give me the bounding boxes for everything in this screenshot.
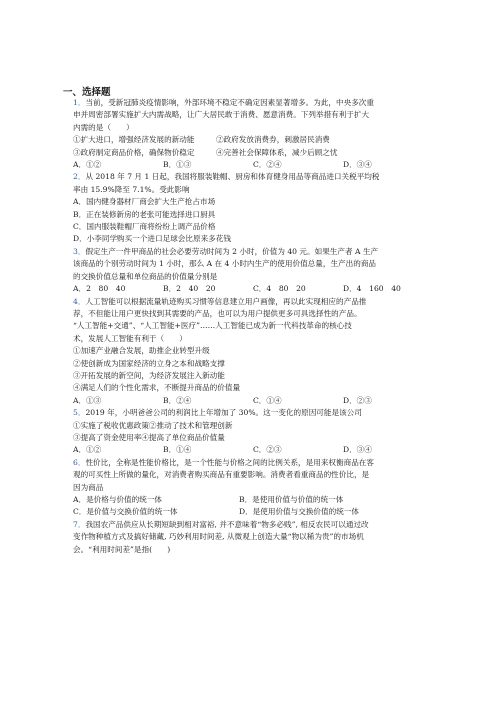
- question-3-line-3: 的交换价值总量和单位商品的价值量分别是: [73, 271, 218, 281]
- option-b[interactable]: B．①③: [163, 160, 192, 170]
- statement: ①实施了税收优惠政策②推动了技术和管理创新: [73, 420, 233, 430]
- question-4-line-4: 术，发展人工智能有利于（ ）: [73, 333, 187, 343]
- statement: ④满足人们的个性化需求，不断提升商品的价值量: [73, 383, 241, 393]
- option-b[interactable]: B．②④: [163, 395, 192, 405]
- question-7: [73, 519, 433, 556]
- option-a[interactable]: A．①②: [73, 160, 102, 170]
- statement: ③开拓发展的新空间，为经济发展注入新动能: [73, 370, 225, 380]
- option-c[interactable]: C．4 80 20: [253, 284, 306, 294]
- question-6-options: [73, 506, 433, 518]
- option-b[interactable]: B．2 40 20: [163, 284, 216, 294]
- section-title: 一、选择题: [63, 87, 111, 98]
- question-6-line-1: 6．性价比，全称是性能价格比，是一个性能与价格之间的比例关系，是用来权衡商品在客: [73, 457, 374, 467]
- question-number: 6．: [73, 457, 86, 467]
- question-7-line-1: 7．我国农产品供应从长期短缺到相对富裕, 并不意味着“物多必贱”, 相反农民可以通过改: [73, 519, 369, 529]
- option-d[interactable]: D．③④: [343, 445, 372, 455]
- option-c[interactable]: C．①④: [253, 395, 282, 405]
- question-1: [73, 97, 433, 171]
- statement: ①加速产业融合发展，助推企业转型升级: [73, 346, 210, 356]
- option-a[interactable]: A．国内健身器材厂商会扩大生产抢占市场: [73, 197, 216, 207]
- option-d[interactable]: D．4 160 40: [343, 284, 401, 294]
- question-number: 2．: [73, 172, 86, 182]
- question-list: [73, 97, 433, 556]
- option-d[interactable]: D．②③: [343, 395, 372, 405]
- question-4-line-2: 荐，不但能让用户更快找到其需要的产品，也可以为用户提供更多可具选择性的产品。: [73, 308, 362, 318]
- statement: ②政府发放消费券，刺激居民消费: [216, 135, 330, 145]
- question-1-line-3: 内需的是（ ）: [73, 122, 134, 132]
- option-c[interactable]: C．是价值与交换价值的统一体: [73, 507, 178, 517]
- question-number: 5．: [73, 408, 86, 418]
- question-1-line-1: 1．当前，受新冠肺炎疫情影响，外部环境不稳定不确定因素显著增多。为此，中央多次重: [73, 98, 374, 107]
- question-4-line-3: “人工智能+交通”、“人工智能+医疗”……人工智能已成为新一代科技革命的核心技: [73, 321, 352, 331]
- question-number: 3．: [73, 246, 86, 256]
- option-c[interactable]: C．国内服装鞋帽厂商将纷纷上调产品价格: [73, 222, 216, 232]
- statement: ②使创新成为国家经济的立身之本和战略支撑: [73, 358, 225, 368]
- question-4: [73, 296, 433, 408]
- question-number: 1．: [73, 98, 86, 107]
- question-4-options: [73, 395, 433, 407]
- question-number: 4．: [73, 296, 86, 306]
- option-c[interactable]: C．②④: [253, 160, 282, 170]
- question-7-line-2: 变作物种植方式及搞好储藏, 巧妙利用时间差, 从微观上创造大量“物以稀为贵”的市场机: [73, 532, 364, 542]
- question-3-line-2: 该商品的个别劳动时间为 1 小时，那么 A 在 4 小时内生产的使用价值总量，生产出的商品: [73, 259, 377, 269]
- question-6: [73, 457, 433, 519]
- question-5-line-1: 5．2019 年，小明爸爸公司的利润比上年增加了 30%。这一变化的原因可能是该公司: [73, 408, 362, 418]
- statement: ③提高了资金使用率④提高了单位商品价值量: [73, 432, 225, 442]
- question-1-line-2: 申并周密部署实施扩大内需战略，让广大居民敢于消费、愿意消费。下列举措有利于扩大: [73, 110, 370, 120]
- statement: ④完善社会保障体系，减少后顾之忧: [216, 147, 338, 157]
- option-b[interactable]: B．①④: [163, 445, 192, 455]
- question-5: [73, 407, 433, 457]
- option-b[interactable]: B．正在装修新房的老张可能选择进口厨具: [73, 209, 216, 219]
- question-2-line-2: 率由 15.9%降至 7.1%。受此影响: [73, 184, 190, 194]
- question-4-line-1: 4．人工智能可以根据流量轨迹购买习惯等信息建立用户画像，再以此实现相应的产品推: [73, 296, 367, 306]
- option-d[interactable]: D．小李同学购买一个进口足球会比原来多花钱: [73, 234, 231, 244]
- question-7-line-3: 会。“利用时间差”是指( ): [73, 544, 171, 554]
- question-6-line-3: 因为商品: [73, 482, 104, 492]
- option-d[interactable]: D．是使用价值与交换价值的统一体: [239, 507, 359, 517]
- option-a[interactable]: A．是价格与价值的统一体: [73, 495, 163, 504]
- option-a[interactable]: A．①③: [73, 395, 102, 405]
- option-d[interactable]: D．③④: [343, 160, 372, 170]
- question-3-line-1: 3．假定生产一件甲商品的社会必要劳动时间为 2 小时，价值为 40 元。如果生产者 A 生产: [73, 246, 379, 256]
- statement: ③政府制定商品价格，确保物价稳定: [73, 147, 195, 157]
- question-number: 7．: [73, 519, 86, 529]
- question-6-line-2: 观的可买性上所做的量化，对消费者购买商品有重要影响。消费者看重商品的性价比，是: [73, 470, 370, 480]
- statement: ①扩大进口，增强经济发展的新动能: [73, 135, 195, 145]
- question-5-options: [73, 444, 433, 456]
- option-c[interactable]: C．②③: [253, 445, 282, 455]
- question-1-statements: [73, 134, 433, 146]
- option-a[interactable]: A．①②: [73, 445, 102, 455]
- question-2: [73, 171, 433, 245]
- question-3: [73, 246, 433, 296]
- question-1-statements: [73, 147, 433, 159]
- question-2-line-1: 2．从 2018 年 7 月 1 日起，我国将服装鞋帽、厨房和体育健身用品等商品进口关税平均税: [73, 172, 380, 182]
- option-a[interactable]: A．2 80 40: [73, 284, 126, 294]
- question-3-options: [73, 283, 433, 295]
- question-6-options: [73, 494, 433, 506]
- option-b[interactable]: B．是使用价值与价值的统一体: [239, 495, 344, 504]
- question-1-options: [73, 159, 433, 171]
